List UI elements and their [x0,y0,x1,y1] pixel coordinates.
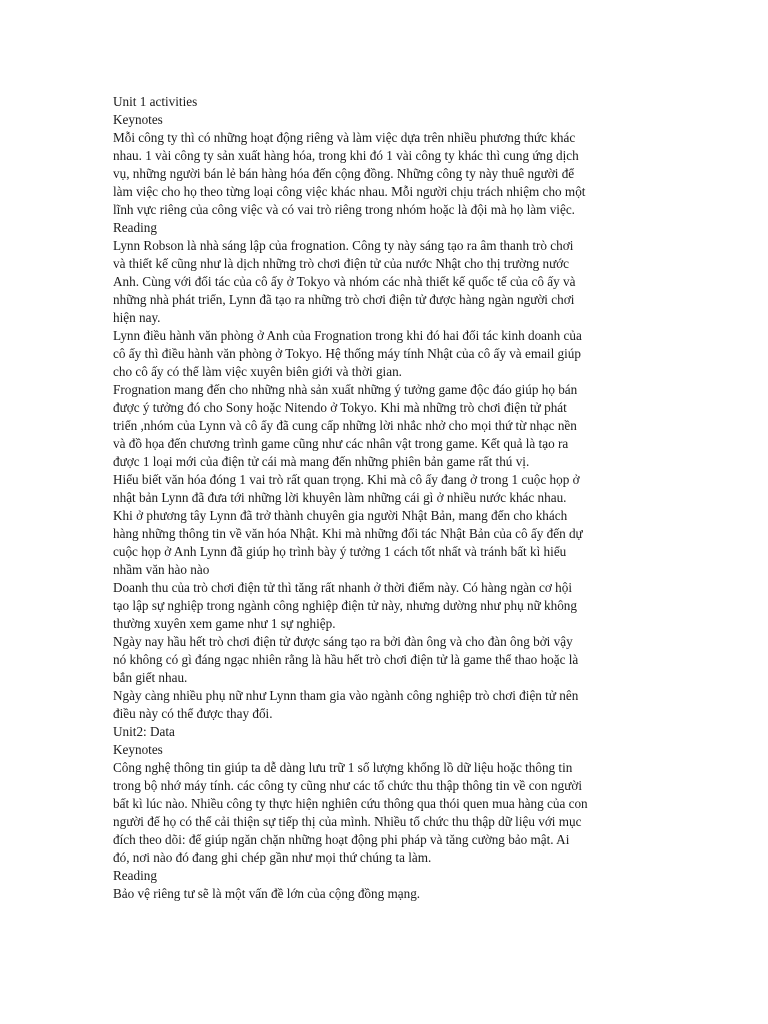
text-line: Frognation mang đến cho những nhà sản xuất những ý tưởng game độc đáo giúp họ bán [113,382,578,397]
text-line: Hiểu biết văn hóa đóng 1 vai trò rất quan trọng. Khi mà cô ấy đang ở trong 1 cuộc họp ở [113,472,580,487]
text-line: Bảo vệ riêng tư sẽ là một vấn đề lớn của cộng đồng mạng. [113,886,421,901]
text-line: hiện nay. [113,310,161,325]
document-page [113,93,673,903]
text-line: cuộc họp ở Anh Lynn đã giúp họ trình bày ý tưởng 1 cách tốt nhất và tránh bất kì hiểu [113,544,567,559]
text-line: Lynn Robson là nhà sáng lập của frognation. Công ty này sáng tạo ra âm thanh trò chơi [113,238,574,253]
text-line: nhật bản Lynn đã đưa tới những lời khuyên làm những cái gì ở nhiều nước khác nhau. [113,490,567,505]
text-line: và đồ họa đến chương trình game cũng như các nhân vật trong game. Kết quả là tạo ra [113,436,569,451]
text-line: Keynotes [113,742,163,757]
text-line: vụ, những người bán lẻ bán hàng hóa đến cộng đồng. Những công ty này thuê người để [113,166,575,181]
text-line: làm việc cho họ theo từng loại công việc khác nhau. Mỗi người chịu trách nhiệm cho một [113,184,586,199]
text-line: Khi ở phương tây Lynn đã trở thành chuyên gia người Nhật Bản, mang đến cho khách [113,508,568,523]
text-line: hàng những thông tin về văn hóa Nhật. Khi mà những đối tác Nhật Bản của cô ấy đến dự [113,526,583,541]
text-line: đích theo dõi: để giúp ngăn chặn những hoạt động phi pháp và tăng cường bảo mật. Ai [113,832,570,847]
text-line: Doanh thu của trò chơi điện tử thì tăng rất nhanh ở thời điểm này. Có hàng ngàn cơ hội [113,580,573,595]
text-line: nhau. 1 vài công ty sản xuất hàng hóa, trong khi đó 1 vài công ty khác thì cung ứng dịch [113,148,579,163]
text-line: lĩnh vực riêng của công việc và có vai trò riêng trong nhóm hoặc là đội mà họ làm việc. [113,202,575,217]
text-line: điều này có thể được thay đổi. [113,706,273,721]
text-line: Mỗi công ty thì có những hoạt động riêng và làm việc dựa trên nhiều phương thức khác [113,130,576,145]
text-line: Anh. Cùng với đối tác của cô ấy ở Tokyo và nhóm các nhà thiết kế quốc tế của cô ấy và [113,274,576,289]
text-line: nó không có gì đáng ngạc nhiên rằng là hầu hết trò chơi điện tử là game thể thao hoặc là [113,652,579,667]
text-line: Reading [113,220,157,235]
text-line: Ngày nay hầu hết trò chơi điện tử được sáng tạo ra bởi đàn ông và cho đàn ông bởi vậy [113,634,573,649]
text-line: Unit 1 activities [113,94,198,109]
text-line: đó, nơi nào đó đang ghi chép gần như mọi thứ chúng ta làm. [113,850,432,865]
text-line: những nhà phát triển, Lynn đã tạo ra những trò chơi điện tử được hàng ngàn người chơi [113,292,575,307]
text-line: và thiết kế cũng như là dịch những trò chơi điện tử của nước Nhật cho thị trường nước [113,256,570,271]
text-line: nhầm văn hào nào [113,562,210,577]
text-line: Keynotes [113,112,163,127]
text-line: triển ,nhóm của Lynn và cô ấy đã cung cấp những lời nhắc nhở cho mọi thứ từ nhạc nền [113,418,577,433]
text-line: trong bộ nhớ máy tính. các công ty cũng như các tổ chức thu thập thông tin về con người [113,778,583,793]
text-line: cô ấy thì điều hành văn phòng ở Tokyo. Hệ thống máy tính Nhật của cô ấy và email giúp [113,346,581,361]
text-line: Lynn điều hành văn phòng ở Anh của Frognation trong khi đó hai đối tác kinh doanh của [113,328,582,343]
text-line: được ý tưởng đó cho Sony hoặc Nitendo ở Tokyo. Khi mà những trò chơi điện tử phát [113,400,567,415]
text-line: bắn giết nhau. [113,670,188,685]
text-line: bất kì lúc nào. Nhiều công ty thực hiện nghiên cứu thông qua thói quen mua hàng của con [113,796,588,811]
text-line: tạo lập sự nghiệp trong ngành công nghiệp điện tử này, nhưng dường như phụ nữ không [113,598,577,613]
text-line: Ngày càng nhiều phụ nữ như Lynn tham gia vào ngành công nghiệp trò chơi điện tử nên [113,688,579,703]
text-line: Unit2: Data [113,724,175,739]
text-line: Công nghệ thông tin giúp ta dễ dàng lưu trữ 1 số lượng khổng lồ dữ liệu hoặc thông tin [113,760,573,775]
text-line: cho cô ấy có thể làm việc xuyên biên giới và thời gian. [113,364,402,379]
text-line: người để họ có thể cải thiện sự tiếp thị của mình. Nhiều tổ chức thu thập dữ liệu với mục [113,814,582,829]
text-line: thường xuyên xem game như 1 sự nghiệp. [113,616,336,631]
text-line: Reading [113,868,157,883]
text-line: được 1 loại mới của điện tử cái mà mang đến những phiên bản game rất thú vị. [113,454,530,469]
